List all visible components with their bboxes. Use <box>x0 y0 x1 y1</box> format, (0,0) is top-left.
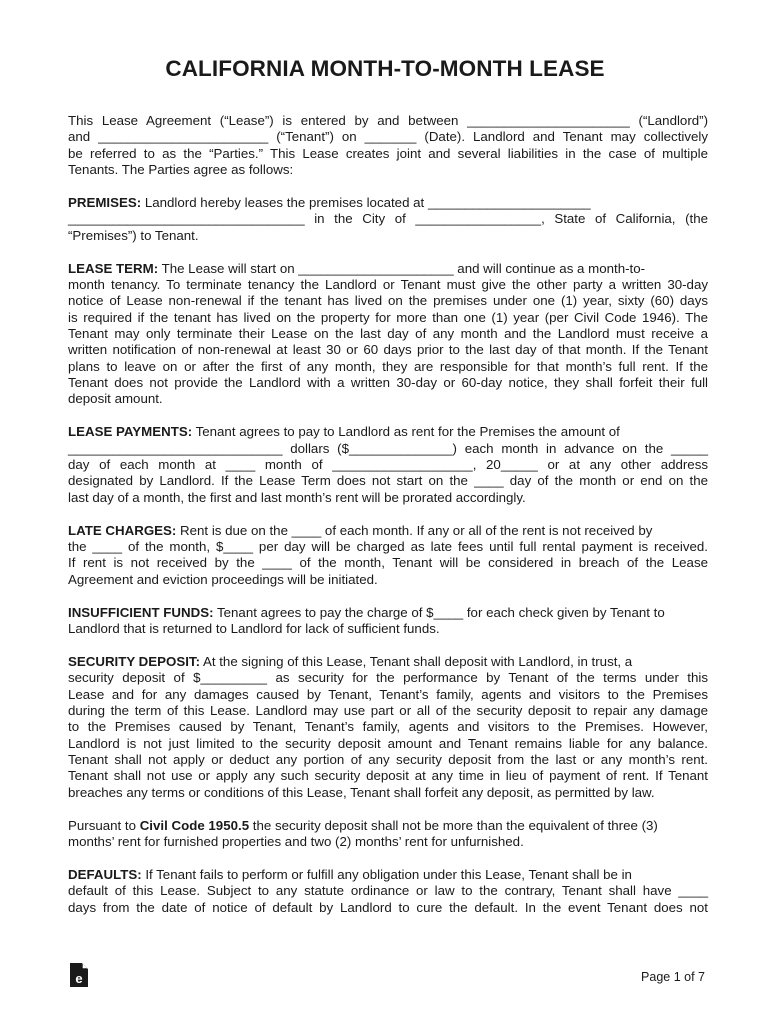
insufficient-funds-line: Tenant agrees to pay the charge of $____ for each check given by Tenant to <box>213 604 665 620</box>
defaults-section <box>68 867 708 916</box>
premises-line: “Premises”) to Tenant. <box>68 227 199 243</box>
civil-code-pre: Pursuant to <box>68 817 140 833</box>
lease-term-line: is required if the tenant has lived on the property for more than one (1) year (per Civil Code 1946). The <box>68 309 708 325</box>
lease-term-heading: LEASE TERM: <box>68 260 159 276</box>
defaults-heading: DEFAULTS: <box>68 866 142 882</box>
security-deposit-line: during the term of this Lease. Landlord may use part or all of the security deposit to repair any damage <box>68 702 708 718</box>
premises-line: Landlord hereby leases the premises located at ______________________ <box>141 194 591 210</box>
civil-code-post: the security deposit shall not be more than the equivalent of three (3) <box>249 817 658 833</box>
intro-paragraph <box>68 113 708 178</box>
defaults-line: If Tenant fails to perform or fulfill any obligation under this Lease, Tenant shall be in <box>141 866 632 882</box>
security-deposit-line: At the signing of this Lease, Tenant shall deposit with Landlord, in trust, a <box>200 653 633 669</box>
lease-term-line: notice of Lease non-renewal if the tenant has lived on the premises under one (1) year, sixty (60) days <box>68 293 708 309</box>
security-deposit-line: Tenant shall not use or apply any such security deposit at any time in lieu of payment of rent. If Tenant <box>68 768 708 784</box>
security-deposit-heading: SECURITY DEPOSIT: <box>68 653 201 669</box>
lease-payments-line: Tenant agrees to pay to Landlord as rent for the Premises the amount of <box>192 424 620 440</box>
premises-line: ________________________________ in the City of _________________, State of California, (the <box>68 211 708 227</box>
premises-section <box>68 195 708 244</box>
late-charges-line: Agreement and eviction proceedings will be initiated. <box>68 571 378 587</box>
security-deposit-line: breaches any terms or conditions of this Lease, Tenant shall forfeit any deposit, as permitted by law. <box>68 784 655 800</box>
lease-term-section <box>68 261 708 408</box>
intro-line: and _______________________ (“Tenant”) on _______ (Date). Landlord and Tenant may collectively <box>68 129 708 145</box>
security-deposit-line: Lease and for any damages caused by Tenant, Tenant’s family, agents and visitors to the Premises <box>68 686 708 702</box>
security-deposit-line: security deposit of $_________ as security for the performance by Tenant of the terms under this <box>68 670 708 686</box>
lease-payments-line: last day of a month, the first and last month’s rent will be prorated accordingly. <box>68 489 526 505</box>
security-deposit-line: Landlord is not just limited to the security deposit amount and Tenant remains liable for any balance. <box>68 735 708 751</box>
intro-line: be referred to as the “Parties.” This Lease creates joint and several liabilities in the case of multiple <box>68 145 708 161</box>
security-deposit-line: Tenant shall not apply or deduct any portion of any security deposit from the last or any month’s rent. <box>68 751 708 767</box>
lease-term-line: The Lease will start on _____________________ and will continue as a month-to- <box>158 260 646 276</box>
lease-term-line: plans to leave on or after the first of any month, they are responsible for that month’s full rent. If the <box>68 358 708 374</box>
lease-payments-section <box>68 424 708 506</box>
civil-code-line: months’ rent for furnished properties and two (2) months’ rent for unfurnished. <box>68 833 524 849</box>
security-deposit-line: to the Premises caused by Tenant, Tenant’s family, agents and visitors to the Premises. However, <box>68 719 708 735</box>
insufficient-funds-section <box>68 605 708 638</box>
lease-payments-line: _____________________________ dollars ($______________) each month in advance on the _____ <box>68 440 708 456</box>
defaults-line: default of this Lease. Subject to any statute ordinance or law to the contrary, Tenant shall have ____ <box>68 883 708 899</box>
civil-code-paragraph <box>68 818 708 851</box>
insufficient-funds-heading: INSUFFICIENT FUNDS: <box>68 604 214 620</box>
document-title: CALIFORNIA MONTH-TO-MONTH LEASE <box>165 56 605 81</box>
lease-term-line: month tenancy. To terminate tenancy the Landlord or Tenant must give the other party a written 30-day <box>68 276 708 292</box>
document-body <box>68 113 708 932</box>
lease-term-line: Tenant does not provide the Landlord with a written 30-day or 60-day notice, they shall forfeit their full <box>68 375 708 390</box>
late-charges-heading: LATE CHARGES: <box>68 522 177 538</box>
late-charges-line: Rent is due on the ____ of each month. If any or all of the rent is not received by <box>176 522 653 538</box>
lease-payments-heading: LEASE PAYMENTS: <box>68 424 193 440</box>
lease-payments-line: designated by Landlord. If the Lease Term does not start on the ____ day of the month or end on the <box>68 473 708 489</box>
late-charges-section <box>68 523 708 588</box>
defaults-line: days from the date of notice of default by Landlord to cure the default. In the event Tenant does not <box>68 899 708 915</box>
lease-payments-line: day of each month at ____ month of ___________________, 20_____ or at any other address <box>68 456 708 472</box>
security-deposit-section <box>68 654 708 801</box>
page-number: Page 1 of 7 <box>641 970 705 984</box>
late-charges-line: If rent is not received by the ____ of the month, Tenant will be considered in breach of the Lease <box>68 555 708 571</box>
svg-text:e: e <box>75 971 83 986</box>
lease-term-line: Tenant may only terminate their Lease on the last day of any month and the Landlord must receive a <box>68 325 708 341</box>
premises-heading: PREMISES: <box>68 194 142 210</box>
insufficient-funds-line: Landlord that is returned to Landlord for lack of sufficient funds. <box>68 620 440 636</box>
lease-term-line: written notification of non-renewal at least 30 or 60 days prior to the last day of that month. If the Tenant <box>68 342 708 358</box>
intro-line: Tenants. The Parties agree as follows: <box>68 162 294 178</box>
civil-code-reference: Civil Code 1950.5 <box>139 817 250 833</box>
intro-line: This Lease Agreement (“Lease”) is entered by and between ______________________ (“Landlord”) <box>68 113 708 128</box>
lease-term-line: deposit amount. <box>68 391 163 407</box>
late-charges-line: the ____ of the month, $____ per day will be charged as late fees until full rental payment is received. <box>68 538 708 554</box>
eforms-logo-icon <box>68 962 90 988</box>
